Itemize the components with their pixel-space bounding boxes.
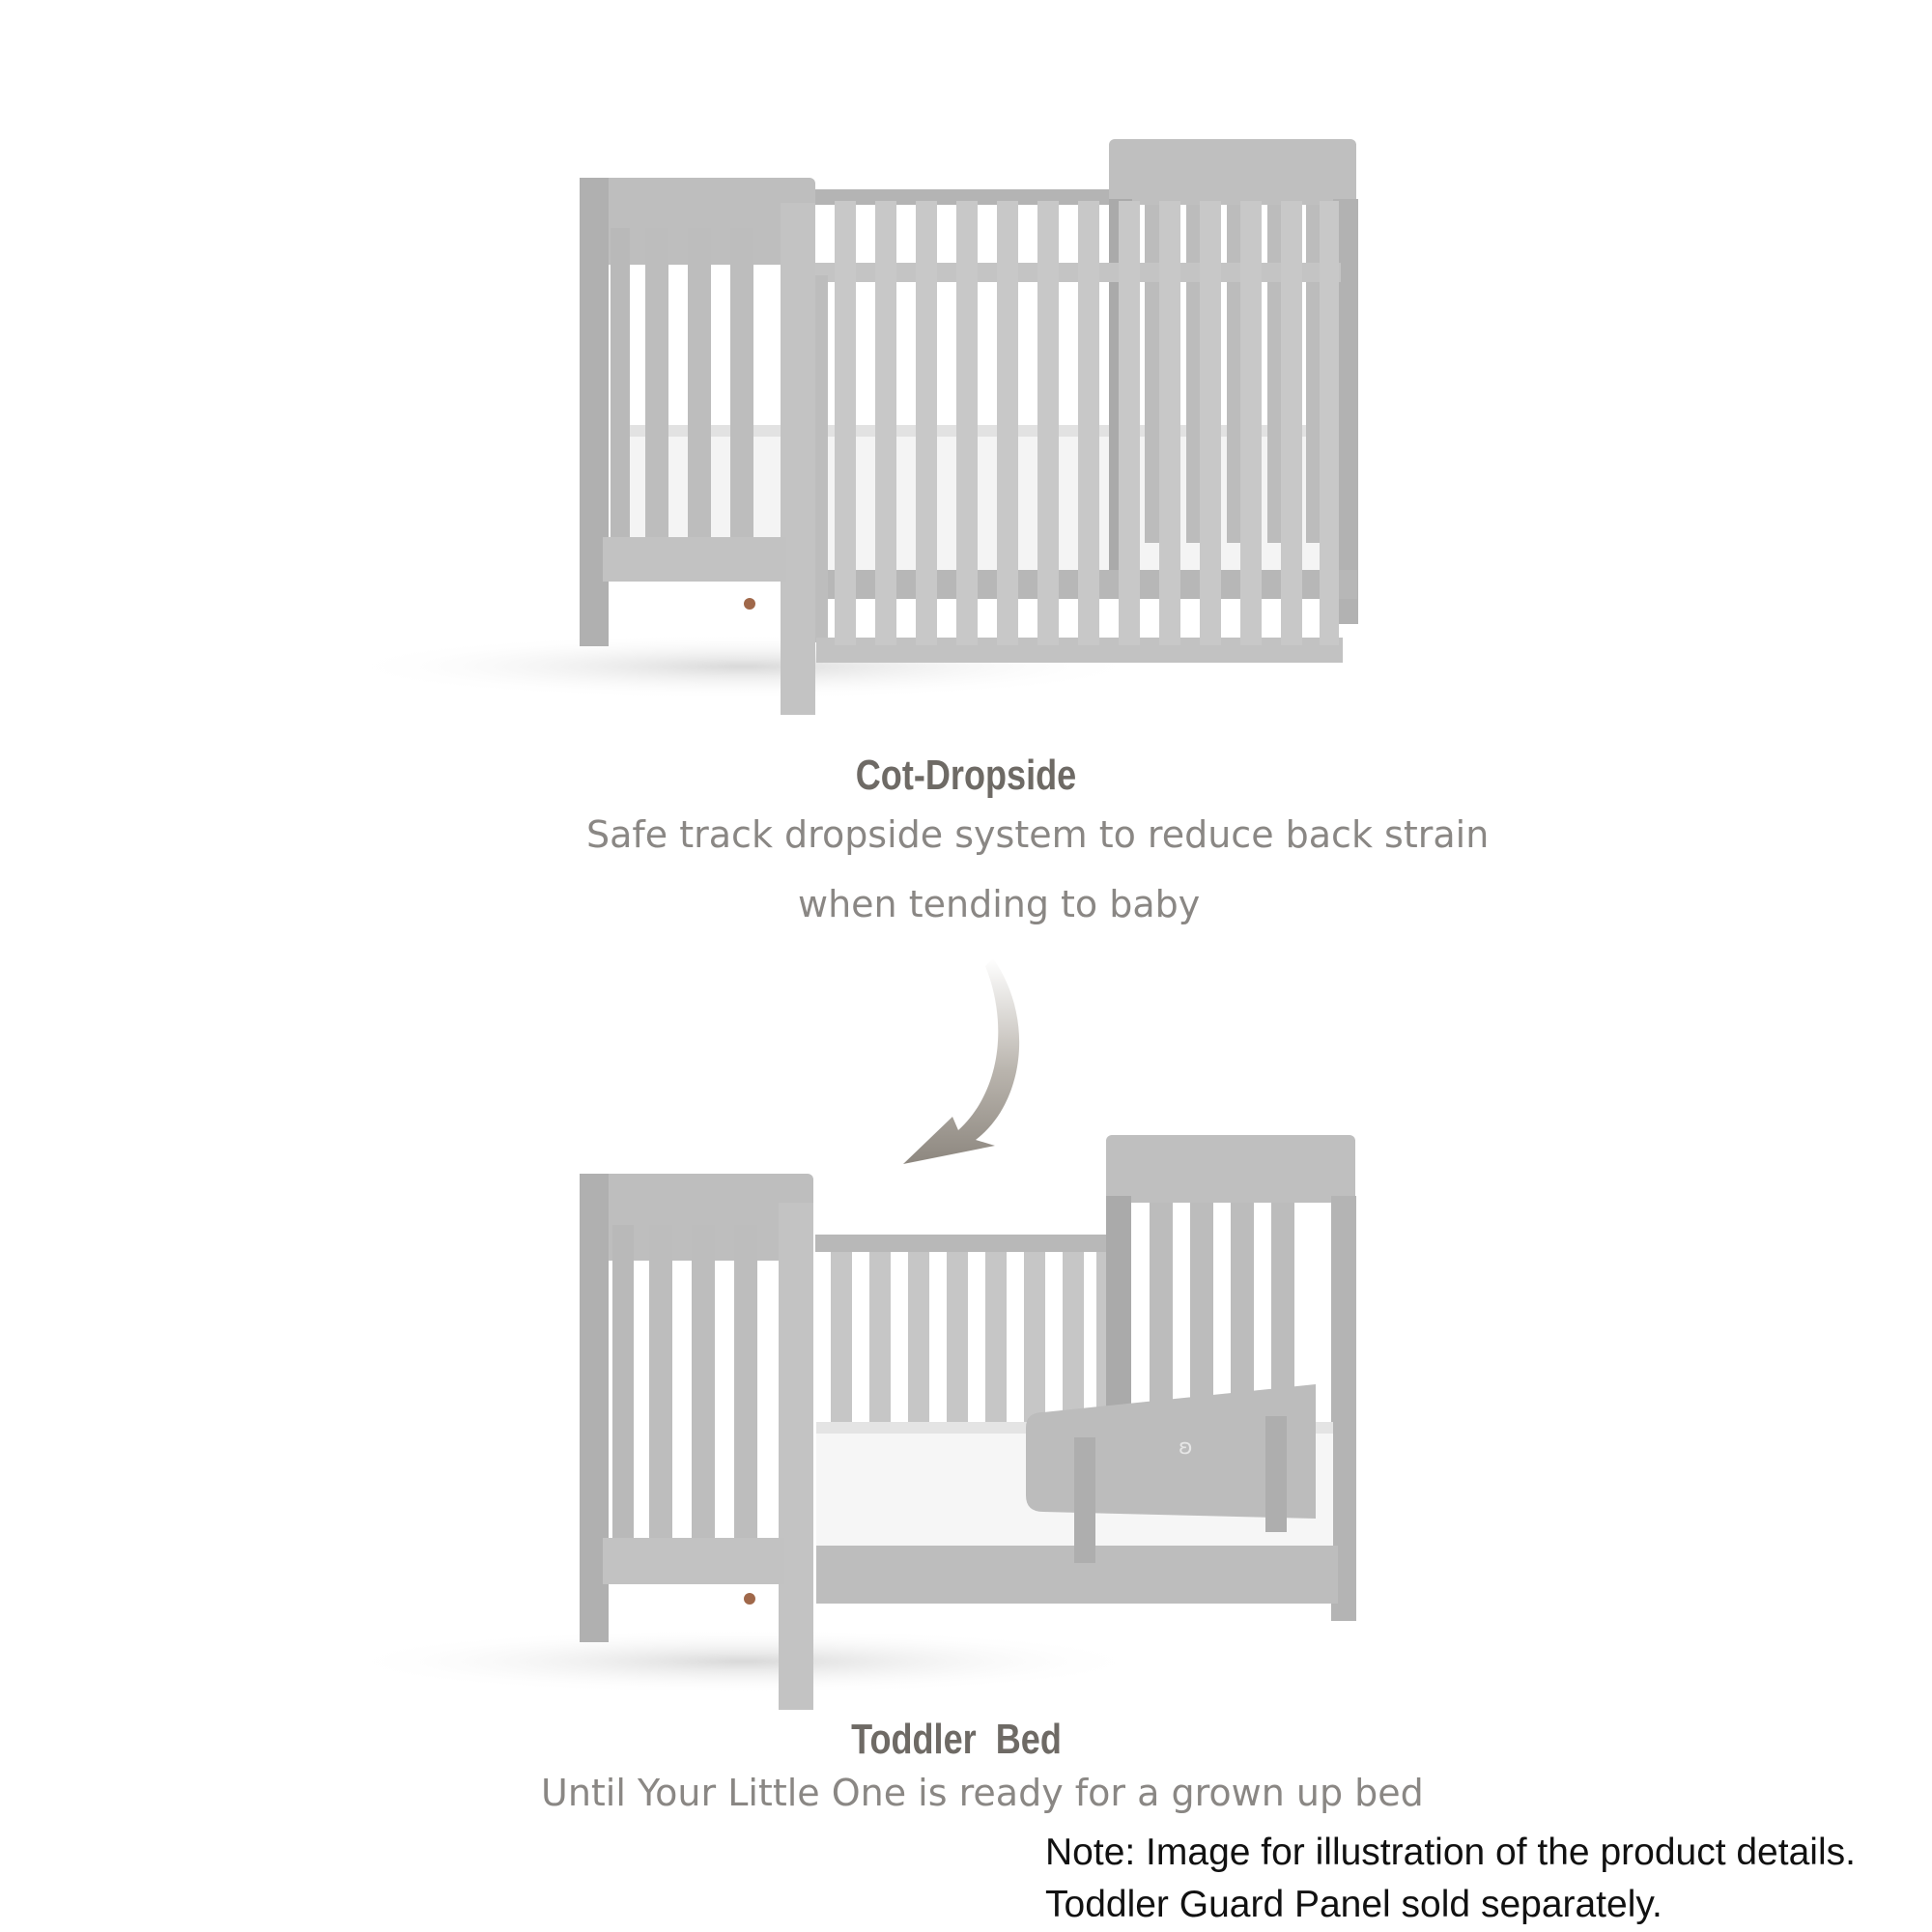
cot-dropside-description-line1: Safe track dropside system to reduce back strain — [586, 813, 1490, 856]
toddler-bed-title: Toddler Bed — [851, 1716, 1062, 1763]
cot-dropside-title: Cot-Dropside — [855, 752, 1077, 799]
toddler-bed-image — [338, 1135, 1356, 1710]
note-line-1: Note: Image for illustration of the product details. — [1045, 1832, 1856, 1873]
floor-shadow-2 — [338, 1629, 1150, 1694]
cot-dropside-description-line2: when tending to baby — [798, 883, 1201, 925]
note-line-2: Toddler Guard Panel sold separately. — [1045, 1884, 1662, 1925]
toddler-bed-description: Until Your Little One is ready for a grown up bed — [541, 1772, 1424, 1814]
cot-dropside-image — [338, 139, 1358, 715]
back-rail-2 — [815, 1235, 1122, 1252]
transition-arrow — [903, 958, 1019, 1164]
svg-text:ʚ: ʚ — [1179, 1435, 1193, 1460]
